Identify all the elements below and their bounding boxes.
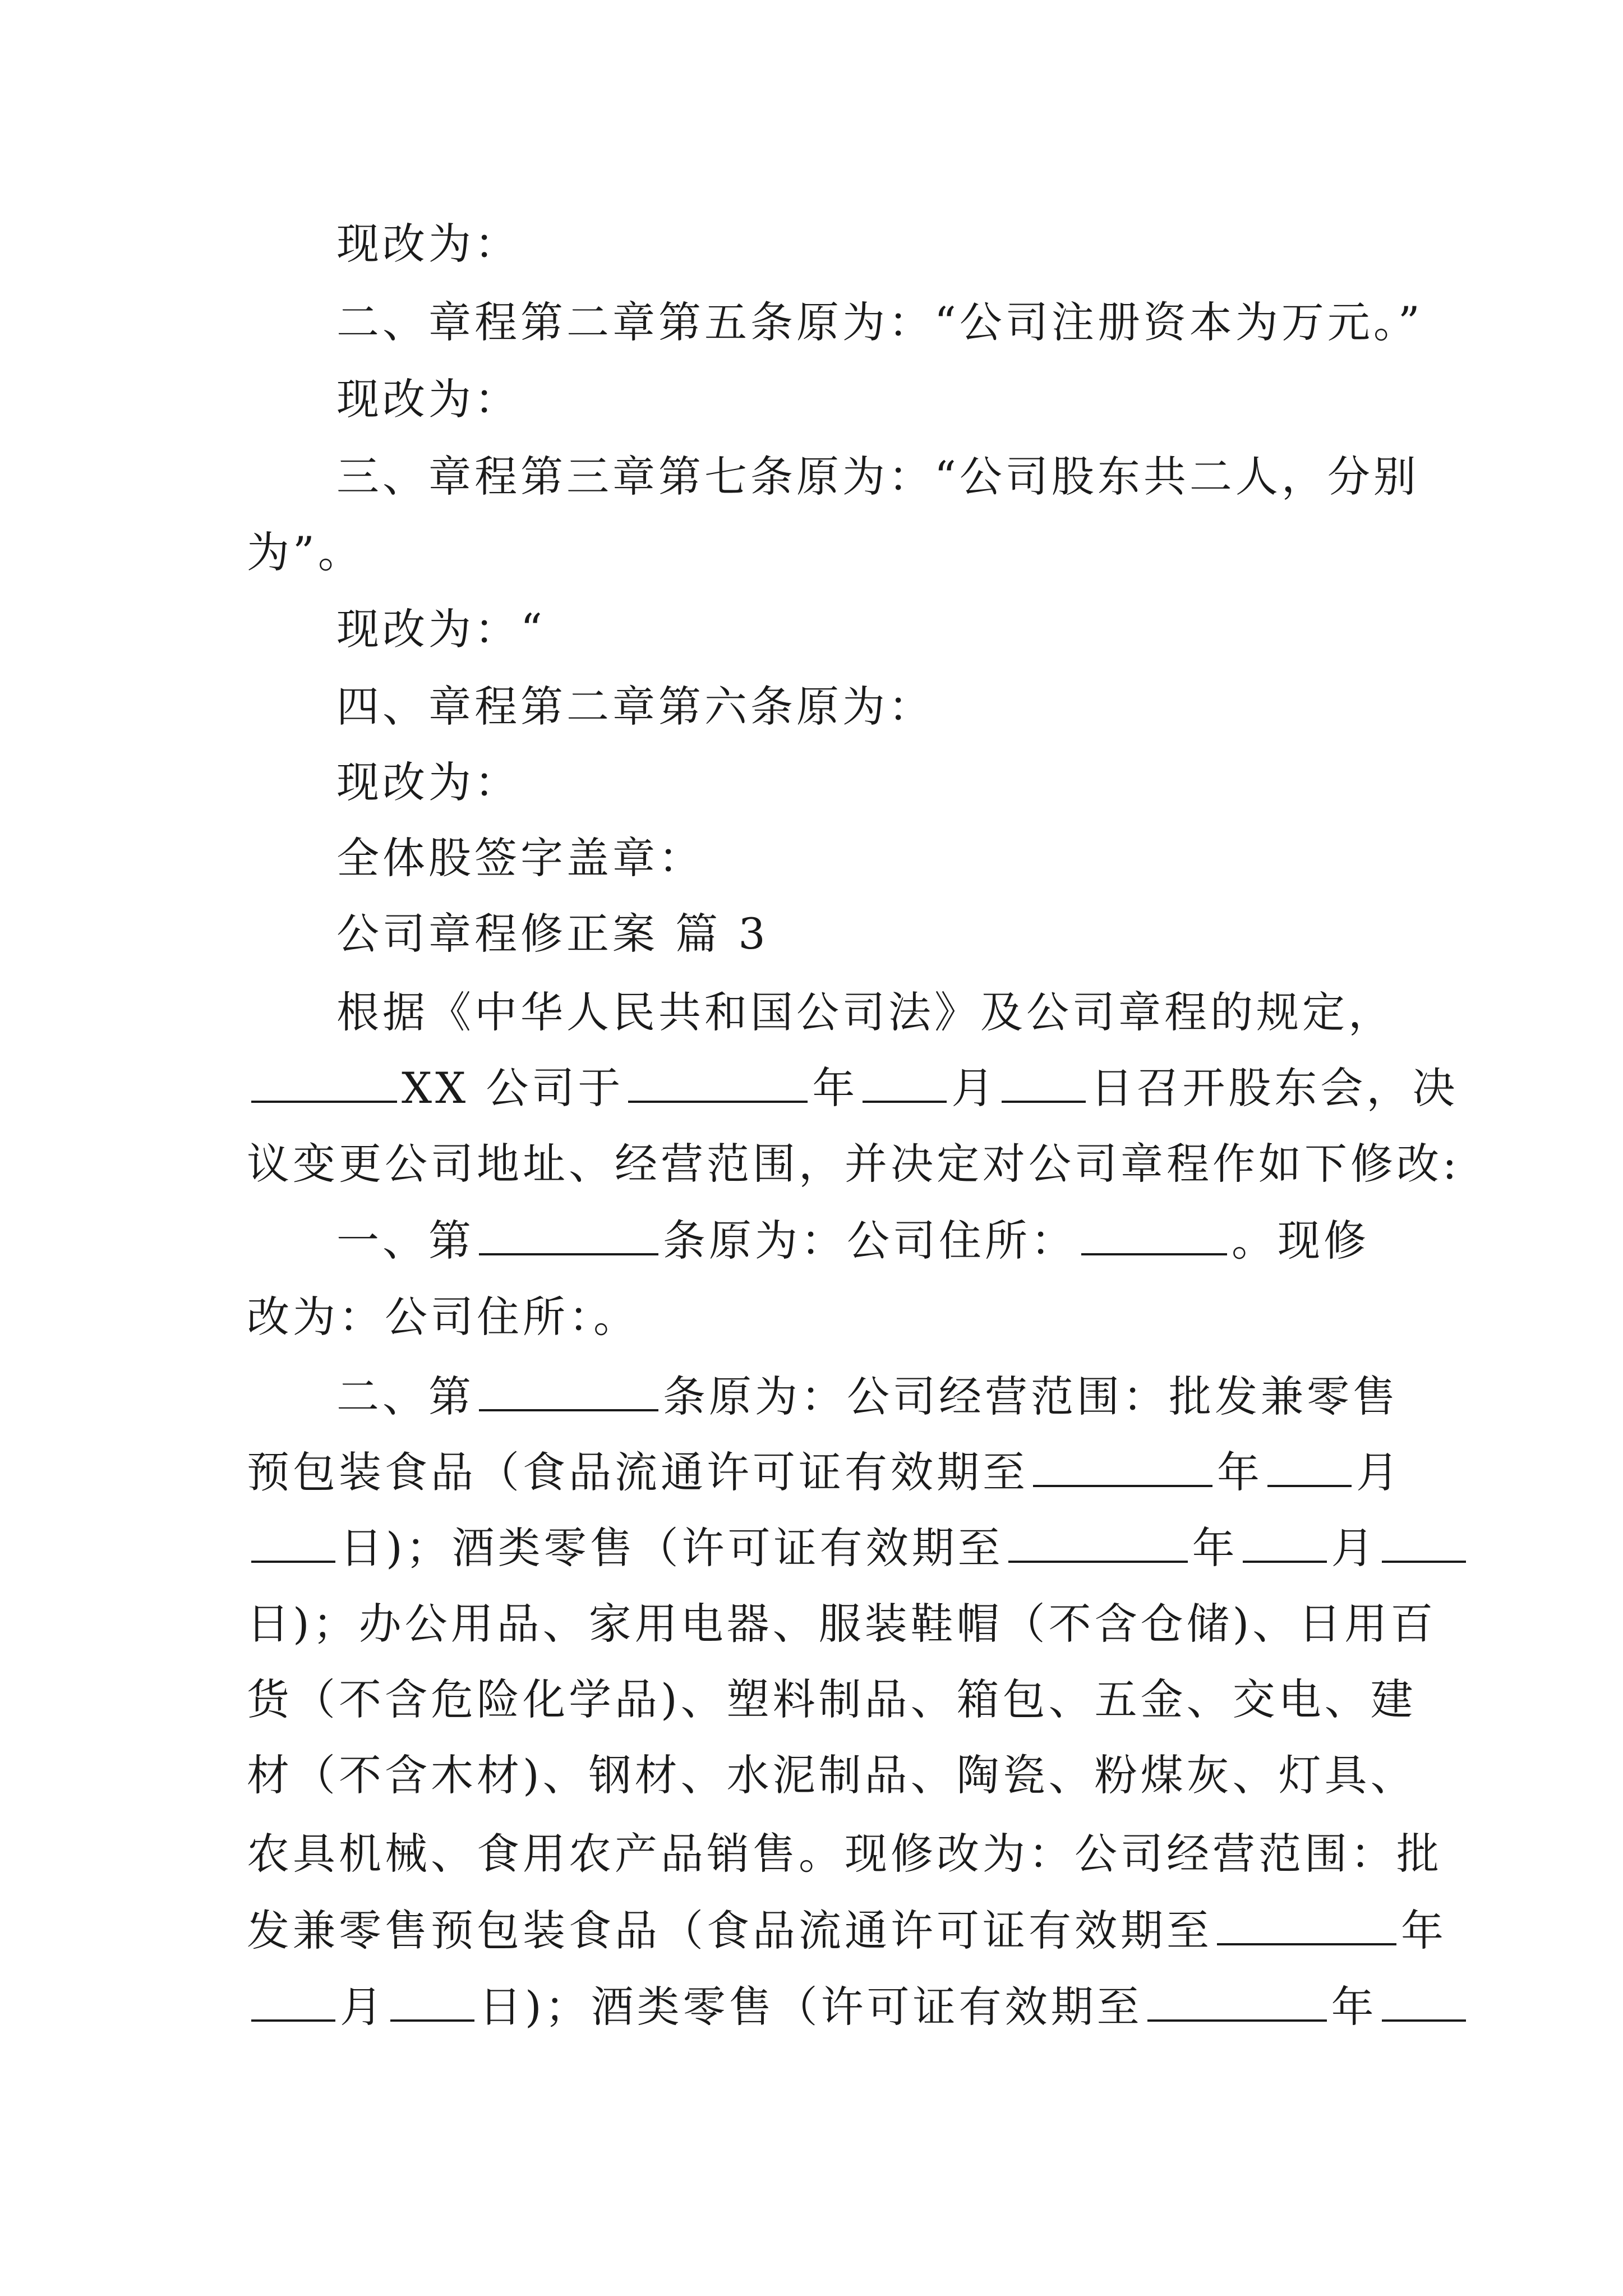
text-line: 现改为：	[336, 757, 520, 807]
text-line: 预包装食品（食品流通许可证有效期至 年 月	[0, 1444, 1623, 1501]
blank-line	[479, 1370, 658, 1411]
text-line: 日)；办公用品、家用电器、服装鞋帽（不含仓储)、日用百	[247, 1599, 1437, 1649]
blank-line	[1382, 1980, 1466, 2022]
blank-line	[628, 1061, 808, 1103]
blank-line	[1002, 1061, 1086, 1103]
text-line: 全体股签字盖章：	[336, 833, 704, 883]
text-line: 二、第 条原为：公司经营范围：批发兼零售	[0, 1369, 1623, 1425]
text-line: XX 公司于 年 月 日召开股东会，决	[0, 1060, 1623, 1116]
text-line: 议变更公司地址、经营范围，并决定对公司章程作如下修改:	[247, 1139, 1460, 1189]
blank-line	[1033, 1446, 1212, 1487]
text-line: 改为：公司住所：。	[247, 1292, 639, 1342]
text-line: 现改为：“	[336, 604, 546, 654]
text-line: 现改为：	[336, 219, 520, 269]
blank-line	[1081, 1214, 1227, 1255]
text-line: 发兼零售预包装食品（食品流通许可证有效期至 年	[0, 1903, 1623, 1959]
text-line: 三、章程第三章第七条原为：“公司股东共二人，分别	[336, 452, 1419, 501]
text-line: 材（不含木材)、钢材、水泥制品、陶瓷、粉煤灰、灯具、	[247, 1750, 1417, 1800]
blank-line	[1267, 1446, 1352, 1487]
text-line: 农具机械、食用农产品销售。现修改为：公司经营范围：批	[247, 1829, 1442, 1879]
blank-line	[390, 1980, 474, 2022]
text-line: 为”。	[247, 527, 364, 577]
blank-line	[1008, 1521, 1188, 1563]
blank-line	[251, 1061, 397, 1103]
blank-line	[1243, 1521, 1327, 1563]
text-line: 四、章程第二章第六条原为：	[336, 682, 934, 731]
text-line: 二、章程第二章第五条原为：“公司注册资本为万元。”	[336, 297, 1423, 347]
text-line: 月 日)；酒类零售（许可证有效期至 年	[0, 1979, 1623, 2035]
text-line: 货（不含危险化学品)、塑料制品、箱包、五金、交电、建	[247, 1674, 1417, 1724]
text-line: 日)；酒类零售（许可证有效期至 年 月	[0, 1520, 1623, 1576]
blank-line	[863, 1061, 947, 1103]
text-line: 现改为：	[336, 374, 520, 424]
section-heading: 公司章程修正案 篇 3	[336, 909, 769, 959]
blank-line	[251, 1521, 335, 1563]
text-line: 根据《中华人民共和国公司法》及公司章程的规定，	[336, 987, 1394, 1037]
blank-line	[1217, 1904, 1396, 1945]
blank-line	[251, 1980, 335, 2022]
text-line: 一、第 条原为：公司住所： 。现修	[0, 1213, 1623, 1269]
blank-line	[1382, 1521, 1466, 1563]
blank-line	[1147, 1980, 1327, 2022]
blank-line	[479, 1214, 658, 1255]
